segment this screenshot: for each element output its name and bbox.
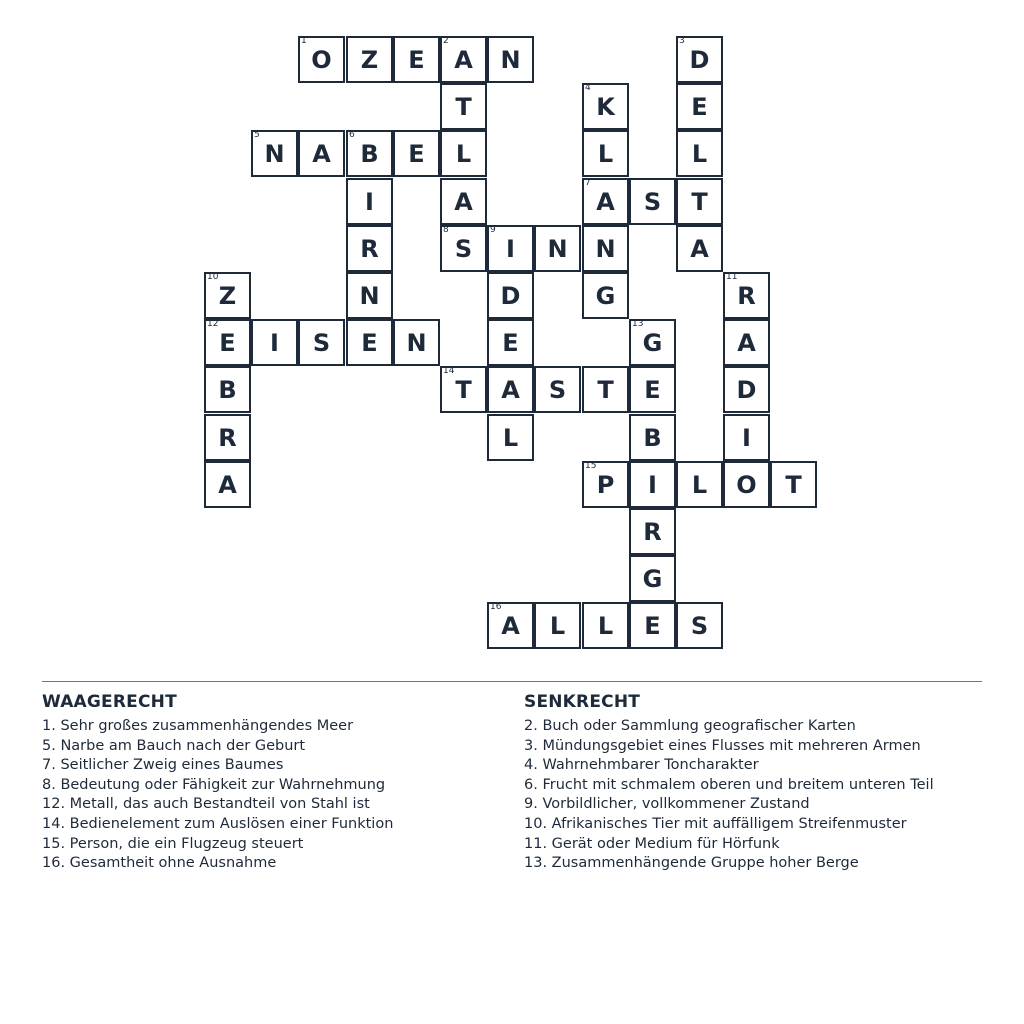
cell-letter: T bbox=[597, 375, 614, 404]
clue-down: 3. Mündungsgebiet eines Flusses mit mehreren Armen bbox=[524, 737, 921, 754]
clue-across: 7. Seitlicher Zweig eines Baumes bbox=[42, 757, 284, 774]
grid-cell[interactable] bbox=[629, 461, 676, 508]
clue-number: 7 bbox=[585, 178, 591, 188]
grid-cell[interactable] bbox=[582, 225, 629, 272]
cell-letter: I bbox=[742, 423, 751, 452]
cell-letter: S bbox=[548, 375, 567, 404]
grid-cell[interactable] bbox=[346, 36, 393, 83]
grid-cell[interactable] bbox=[393, 130, 440, 177]
clue-down: 6. Frucht mit schmalem oberen und breitem unteren Teil bbox=[524, 776, 934, 793]
cell-letter: S bbox=[643, 187, 662, 216]
cell-letter: L bbox=[455, 139, 472, 168]
cell-letter: N bbox=[547, 234, 568, 263]
down-clue-list bbox=[524, 717, 994, 874]
down-clues-section bbox=[524, 689, 994, 874]
grid-cell[interactable] bbox=[487, 602, 534, 649]
grid-cell[interactable] bbox=[676, 178, 723, 225]
across-clues-section bbox=[42, 689, 502, 874]
cell-letter: B bbox=[643, 423, 662, 452]
clue-number: 3 bbox=[679, 36, 685, 46]
cell-letter: L bbox=[597, 139, 614, 168]
cell-letter: D bbox=[689, 45, 710, 74]
cell-letter: A bbox=[501, 611, 520, 640]
cell-letter: I bbox=[270, 328, 279, 357]
cell-letter: B bbox=[218, 375, 237, 404]
cell-letter: T bbox=[455, 375, 472, 404]
grid-cell[interactable] bbox=[723, 414, 770, 461]
clue-across: 14. Bedienelement zum Auslösen einer Funktion bbox=[42, 815, 394, 832]
grid-cell[interactable] bbox=[723, 461, 770, 508]
grid-cell[interactable] bbox=[440, 36, 487, 83]
cell-letter: B bbox=[360, 139, 379, 168]
clue-number: 13 bbox=[632, 319, 644, 329]
cell-letter: A bbox=[596, 187, 615, 216]
grid-cell[interactable] bbox=[676, 225, 723, 272]
grid-cell[interactable] bbox=[770, 461, 817, 508]
cell-letter: E bbox=[502, 328, 519, 357]
grid-cell[interactable] bbox=[298, 36, 345, 83]
cell-letter: O bbox=[311, 45, 332, 74]
clue-down: 9. Vorbildlicher, vollkommener Zustand bbox=[524, 796, 810, 813]
cell-letter: R bbox=[360, 234, 379, 263]
grid-cell[interactable] bbox=[346, 272, 393, 319]
cell-letter: D bbox=[500, 281, 521, 310]
grid-cell[interactable] bbox=[629, 366, 676, 413]
grid-cell[interactable] bbox=[582, 366, 629, 413]
cell-letter: G bbox=[642, 564, 663, 593]
clue-number: 5 bbox=[254, 130, 260, 140]
grid-cell[interactable] bbox=[251, 130, 298, 177]
cell-letter: I bbox=[648, 470, 657, 499]
grid-cell[interactable] bbox=[487, 366, 534, 413]
clue-number: 14 bbox=[443, 366, 455, 376]
clue-down: 13. Zusammenhängende Gruppe hoher Berge bbox=[524, 855, 859, 872]
grid-cell[interactable] bbox=[440, 130, 487, 177]
cell-letter: A bbox=[690, 234, 709, 263]
clue-number: 12 bbox=[207, 319, 219, 329]
clue-number: 8 bbox=[443, 225, 449, 235]
grid-cell[interactable] bbox=[676, 36, 723, 83]
cell-letter: A bbox=[454, 187, 473, 216]
cell-letter: G bbox=[642, 328, 663, 357]
cell-letter: N bbox=[500, 45, 521, 74]
cell-letter: A bbox=[218, 470, 237, 499]
grid-cell[interactable] bbox=[629, 178, 676, 225]
grid-cell[interactable] bbox=[676, 83, 723, 130]
cell-letter: S bbox=[312, 328, 331, 357]
cell-letter: O bbox=[736, 470, 757, 499]
grid-cell[interactable] bbox=[582, 602, 629, 649]
grid-cell[interactable] bbox=[346, 319, 393, 366]
grid-cell[interactable] bbox=[534, 225, 581, 272]
clue-number: 10 bbox=[207, 272, 219, 282]
cell-letter: S bbox=[454, 234, 473, 263]
grid-cell[interactable] bbox=[676, 130, 723, 177]
grid-cell[interactable] bbox=[487, 414, 534, 461]
cell-letter: N bbox=[406, 328, 427, 357]
grid-cell[interactable] bbox=[582, 178, 629, 225]
grid-cell[interactable] bbox=[629, 414, 676, 461]
grid-cell[interactable] bbox=[440, 178, 487, 225]
cell-letter: N bbox=[595, 234, 616, 263]
cell-letter: R bbox=[643, 517, 662, 546]
cell-letter: E bbox=[691, 92, 708, 121]
grid-cell[interactable] bbox=[298, 130, 345, 177]
across-heading: WAAGERECHT bbox=[42, 692, 177, 712]
cell-letter: L bbox=[691, 139, 708, 168]
cell-letter: T bbox=[455, 92, 472, 121]
cell-letter: E bbox=[361, 328, 378, 357]
grid-cell[interactable] bbox=[723, 319, 770, 366]
cell-letter: A bbox=[454, 45, 473, 74]
cell-letter: Z bbox=[218, 281, 237, 310]
grid-cell[interactable] bbox=[629, 602, 676, 649]
clue-across: 15. Person, die ein Flugzeug steuert bbox=[42, 835, 304, 852]
grid-cell[interactable] bbox=[204, 319, 251, 366]
clue-number: 11 bbox=[726, 272, 738, 282]
grid-cell[interactable] bbox=[534, 366, 581, 413]
cell-letter: I bbox=[506, 234, 515, 263]
cell-letter: E bbox=[644, 611, 661, 640]
grid-cell[interactable] bbox=[723, 366, 770, 413]
clue-down: 4. Wahrnehmbarer Toncharakter bbox=[524, 757, 759, 774]
cell-letter: E bbox=[644, 375, 661, 404]
cell-letter: A bbox=[501, 375, 520, 404]
grid-cell[interactable] bbox=[676, 602, 723, 649]
cell-letter: N bbox=[264, 139, 285, 168]
cell-letter: S bbox=[690, 611, 709, 640]
cell-letter: D bbox=[736, 375, 757, 404]
cell-letter: T bbox=[785, 470, 802, 499]
grid-cell[interactable] bbox=[723, 272, 770, 319]
cell-letter: E bbox=[408, 45, 425, 74]
cell-letter: E bbox=[219, 328, 236, 357]
clue-number: 16 bbox=[490, 602, 502, 612]
cell-letter: G bbox=[595, 281, 616, 310]
cell-letter: N bbox=[359, 281, 380, 310]
cell-letter: A bbox=[737, 328, 756, 357]
cell-letter: T bbox=[691, 187, 708, 216]
cell-letter: R bbox=[218, 423, 237, 452]
grid-cell[interactable] bbox=[582, 272, 629, 319]
clue-number: 1 bbox=[301, 36, 307, 46]
grid-cell[interactable] bbox=[298, 319, 345, 366]
clue-down: 11. Gerät oder Medium für Hörfunk bbox=[524, 835, 780, 852]
grid-cell[interactable] bbox=[676, 461, 723, 508]
grid-cell[interactable] bbox=[487, 272, 534, 319]
cell-letter: R bbox=[737, 281, 756, 310]
cell-letter: L bbox=[549, 611, 566, 640]
grid-cell[interactable] bbox=[440, 83, 487, 130]
grid-cell[interactable] bbox=[582, 83, 629, 130]
grid-cell[interactable] bbox=[251, 319, 298, 366]
clue-number: 15 bbox=[585, 461, 597, 471]
clue-number: 4 bbox=[585, 83, 591, 93]
grid-cell[interactable] bbox=[346, 225, 393, 272]
grid-cell[interactable] bbox=[487, 36, 534, 83]
clue-number: 2 bbox=[443, 36, 449, 46]
grid-cell[interactable] bbox=[487, 225, 534, 272]
across-clue-list bbox=[42, 717, 502, 874]
cell-letter: E bbox=[408, 139, 425, 168]
grid-cell[interactable] bbox=[629, 319, 676, 366]
clue-across: 8. Bedeutung oder Fähigkeit zur Wahrnehmung bbox=[42, 776, 386, 793]
cell-letter: K bbox=[596, 92, 615, 121]
clue-across: 12. Metall, das auch Bestandteil von Stahl ist bbox=[42, 796, 370, 813]
grid-cell[interactable] bbox=[487, 319, 534, 366]
cell-letter: A bbox=[312, 139, 331, 168]
grid-cell[interactable] bbox=[629, 555, 676, 602]
grid-cell[interactable] bbox=[346, 130, 393, 177]
cell-letter: L bbox=[691, 470, 708, 499]
grid-cell[interactable] bbox=[440, 366, 487, 413]
clue-number: 9 bbox=[490, 225, 496, 235]
grid-cell[interactable] bbox=[582, 130, 629, 177]
cell-letter: I bbox=[365, 187, 374, 216]
grid-cell[interactable] bbox=[204, 272, 251, 319]
cell-letter: P bbox=[596, 470, 615, 499]
clue-across: 5. Narbe am Bauch nach der Geburt bbox=[42, 737, 306, 754]
divider bbox=[42, 681, 982, 682]
down-heading: SENKRECHT bbox=[524, 692, 641, 712]
grid-cell[interactable] bbox=[204, 366, 251, 413]
cell-letter: Z bbox=[360, 45, 379, 74]
grid-cell[interactable] bbox=[204, 414, 251, 461]
clue-across: 16. Gesamtheit ohne Ausnahme bbox=[42, 855, 277, 872]
grid-cell[interactable] bbox=[346, 178, 393, 225]
cell-letter: L bbox=[502, 423, 519, 452]
cell-letter: L bbox=[597, 611, 614, 640]
grid-cell[interactable] bbox=[534, 602, 581, 649]
clue-down: 2. Buch oder Sammlung geografischer Karten bbox=[524, 718, 856, 734]
clue-number: 6 bbox=[349, 130, 355, 140]
grid-cell[interactable] bbox=[629, 508, 676, 555]
grid-cell[interactable] bbox=[440, 225, 487, 272]
grid-cell[interactable] bbox=[393, 319, 440, 366]
clue-across: 1. Sehr großes zusammenhängendes Meer bbox=[42, 718, 354, 734]
grid-cell[interactable] bbox=[204, 461, 251, 508]
grid-cell[interactable] bbox=[582, 461, 629, 508]
clue-down: 10. Afrikanisches Tier mit auffälligem Streifenmuster bbox=[524, 815, 907, 832]
grid-cell[interactable] bbox=[393, 36, 440, 83]
